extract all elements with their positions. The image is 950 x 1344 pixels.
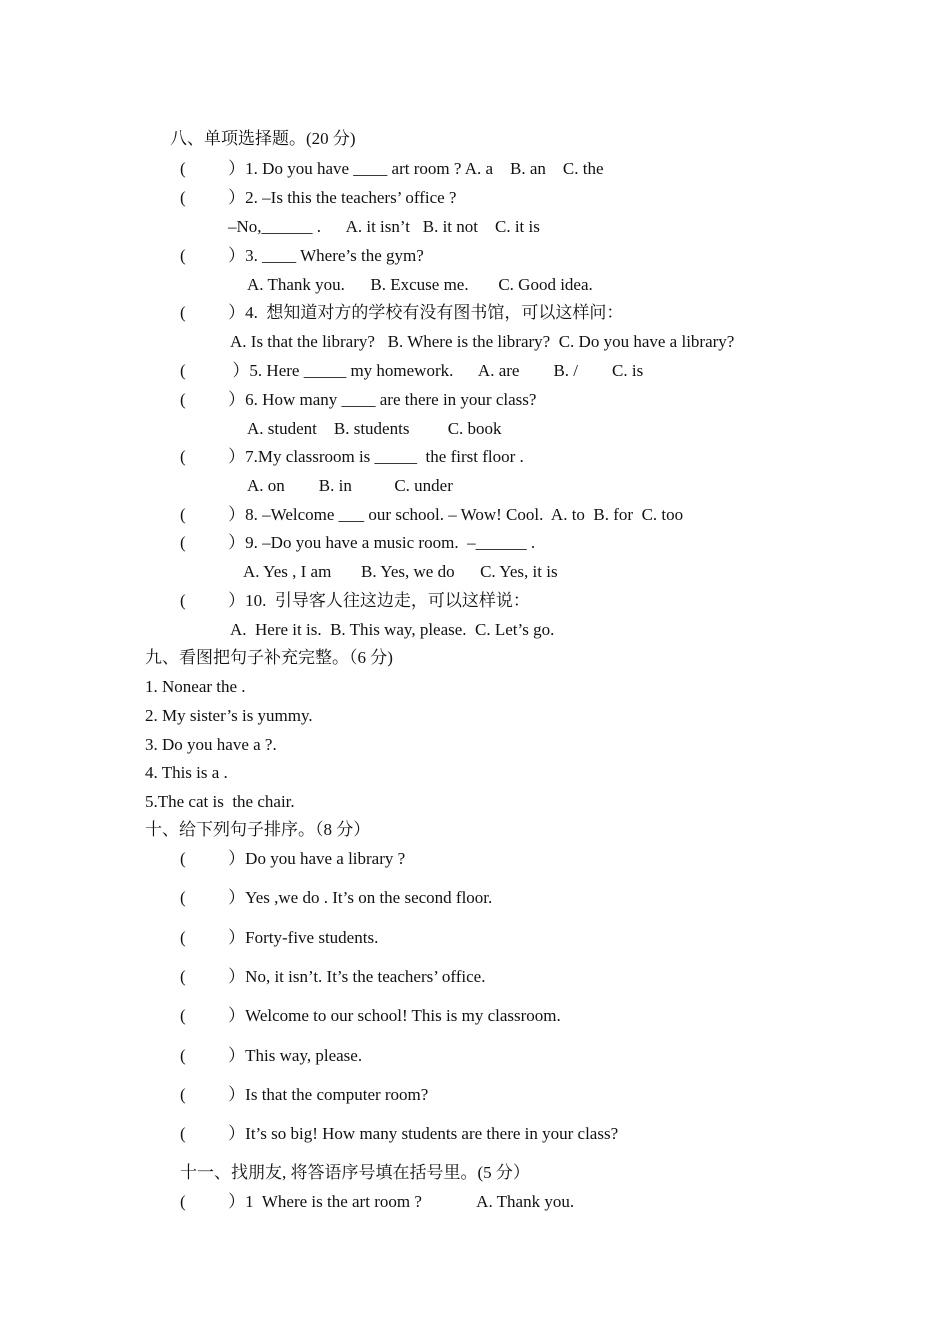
q10-line: ( ）10. 引导客人往这边走，可以这样说： (180, 591, 530, 610)
q3-line: ( ）3. ____ Where’s the gym? (180, 246, 424, 265)
s10-item-4: ( ）No, it isn’t. It’s the teachers’ office. (180, 967, 486, 986)
s9-sentence-4: 4. This is a . (145, 763, 228, 782)
section8-heading: 八、单项选择题。(20 分) (170, 129, 356, 148)
s9-sentence-3: 3. Do you have a ?. (145, 735, 277, 754)
s11-item-1: ( ）1 Where is the art room ? A. Thank you. (180, 1192, 575, 1211)
section9-heading: 九、看图把句子补充完整。（6 分) (145, 648, 393, 667)
q9-line: ( ）9. –Do you have a music room. –______ . (180, 533, 536, 552)
q4-line: ( ）4. 想知道对方的学校有没有图书馆，可以这样问： (180, 303, 624, 322)
q10-options: A. Here it is. B. This way, please. C. Let’s go. (230, 620, 555, 639)
q3-options: A. Thank you. B. Excuse me. C. Good idea. (247, 275, 593, 294)
s9-sentence-1: 1. Nonear the . (145, 677, 246, 696)
s10-item-1: ( ）Do you have a library ? (180, 849, 406, 868)
q1-line: ( ）1. Do you have ____ art room ? A. a B. an C. the (180, 159, 604, 178)
q5-line: ( ）5. Here _____ my homework. A. are B. / C. is (180, 361, 644, 380)
s10-item-7: ( ）Is that the computer room? (180, 1085, 429, 1104)
s9-sentence-2: 2. My sister’s is yummy. (145, 706, 313, 725)
q7-line: ( ）7.My classroom is _____ the first floor . (180, 447, 524, 466)
s10-item-5: ( ）Welcome to our school! This is my classroom. (180, 1006, 561, 1025)
s10-item-8: ( ）It’s so big! How many students are there in your class? (180, 1124, 619, 1143)
q4-options: A. Is that the library? B. Where is the library? C. Do you have a library? (230, 332, 735, 351)
q7-options: A. on B. in C. under (247, 476, 453, 495)
q6-line: ( ）6. How many ____ are there in your class? (180, 390, 537, 409)
q6-options: A. student B. students C. book (247, 419, 502, 438)
s10-item-6: ( ）This way, please. (180, 1046, 363, 1065)
q8-line: ( ）8. –Welcome ___ our school. – Wow! Cool. A. to B. for C. too (180, 505, 684, 524)
section10-heading: 十、给下列句子排序。（8 分） (145, 820, 371, 839)
s10-item-2: ( ）Yes ,we do . It’s on the second floor. (180, 888, 493, 907)
s9-sentence-5: 5.The cat is the chair. (145, 792, 295, 811)
q2-options: –No,______ . A. it isn’t B. it not C. it is (228, 217, 540, 236)
section11-heading: 十一、找朋友, 将答语序号填在括号里。(5 分） (180, 1163, 530, 1182)
q2-line: ( ）2. –Is this the teachers’ office ? (180, 188, 457, 207)
s10-item-3: ( ）Forty-five students. (180, 928, 379, 947)
q9-options: A. Yes , I am B. Yes, we do C. Yes, it is (243, 562, 558, 581)
